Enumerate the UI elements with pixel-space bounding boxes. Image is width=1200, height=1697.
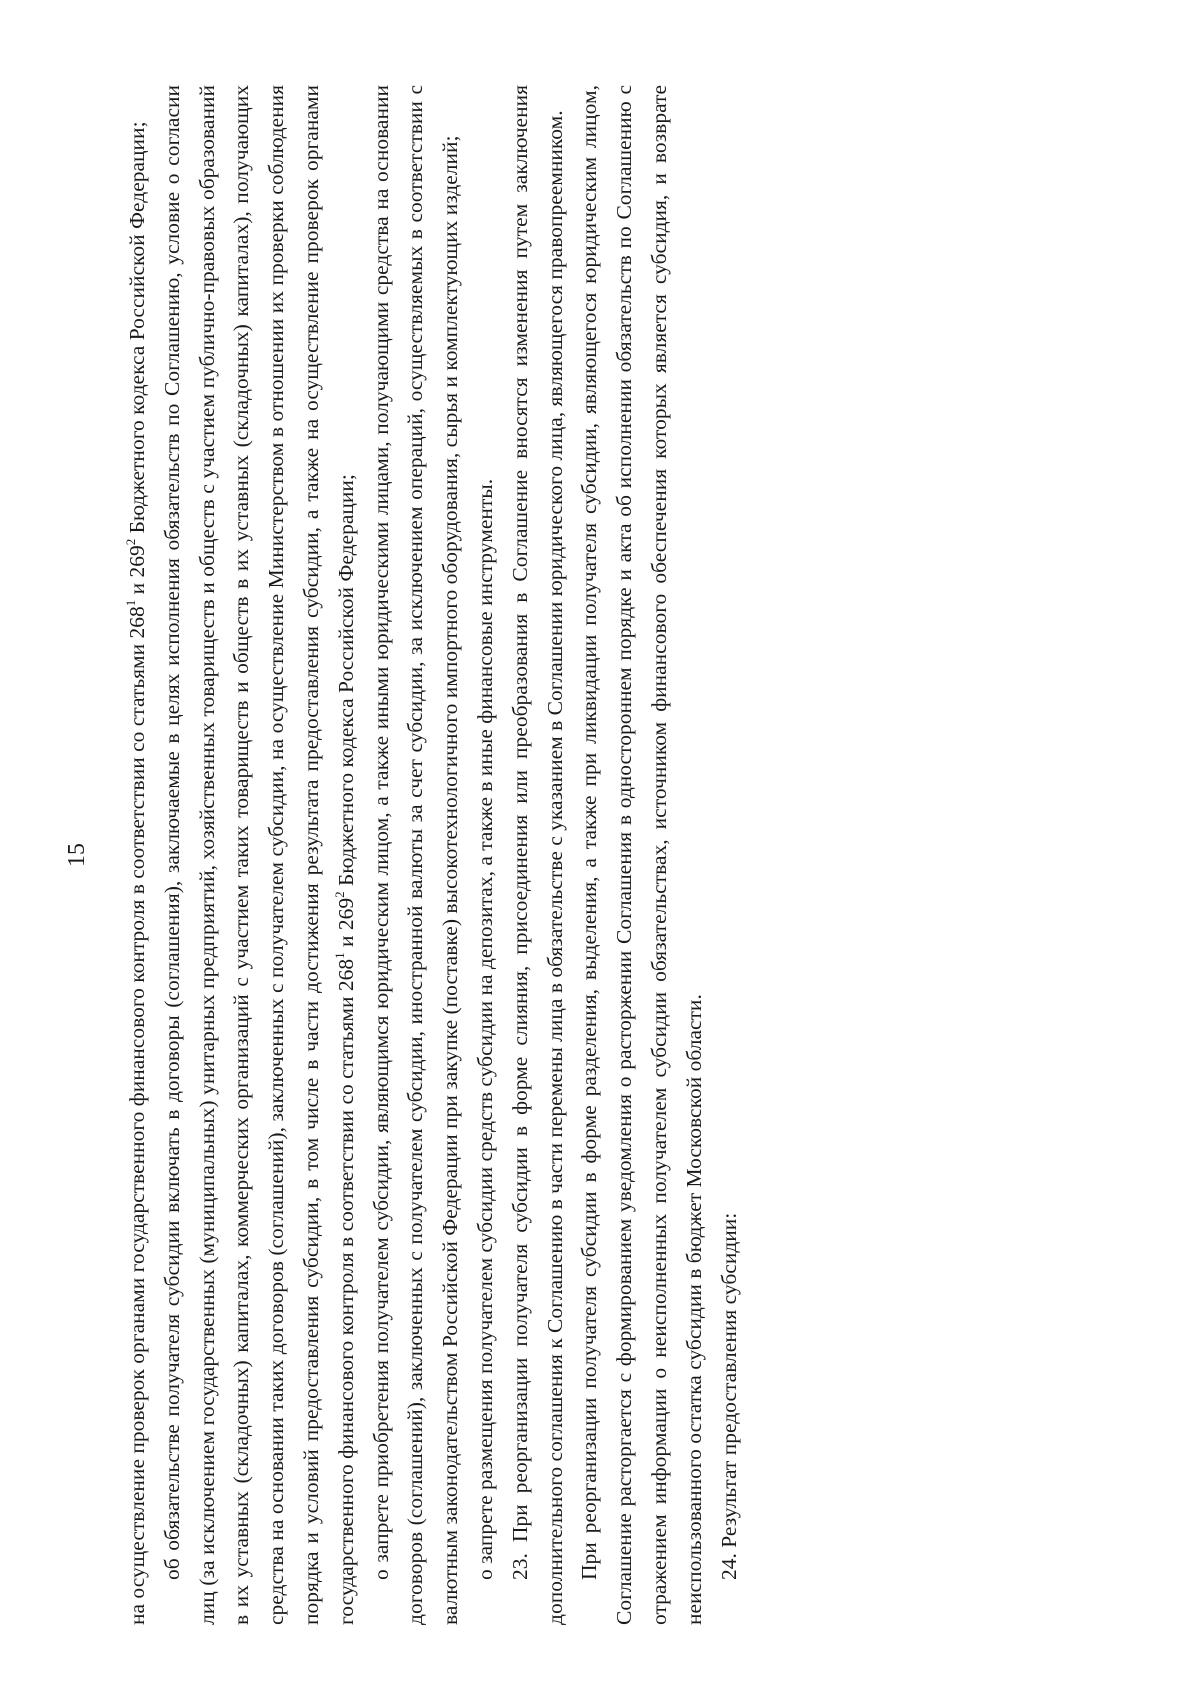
- paragraph: о запрете размещения получателем субсидии средств субсидии на депозитах, а также в иные финансовые инструменты.: [472, 478, 497, 1580]
- superscript: 1: [331, 952, 347, 959]
- superscript: 2: [331, 891, 347, 898]
- paragraph: об обязательстве получателя субсидии включать в договоры (соглашения), заключаемые в целях исполнения обязательств по Соглашению, условие о согласии лиц (за исключением государственных (муниципальных) унитарных предприятий, хозяйственных товариществ и обществ с участием публично-правовых образований в их уставных (складочных) капиталах, коммерческих организаций с участием таких товариществ и обществ в их уставных (складочных) капиталах), получающих средства на основании таких договоров (соглашений), заключенных с получателем субсидии, на осуществление Министерством в отношении их проверки соблюдения порядка и условий предоставления субсидии, в том числе в части достижения результата предоставления субсидии, а также на осуществление проверок органами государственного финансового контроля в соответствии со статьями $268^1$ и $269^2$ Бюджетного кодекса Российской Федерации;: [159, 85, 358, 1625]
- paragraph: При реорганизации получателя субсидии в форме разделения, выделения, а также при ликвидации получателя субсидии, являющегося юридическим лицом, Соглашение расторгается с формированием уведомления о расторжении Соглашения в одностороннем порядке и акта об исполнении обязательств по Соглашению с отражением информации о неисполненных получателем субсидии обязательствах, источником финансового обеспечения которых является субсидия, и возврате неиспользованного остатка субсидии в бюджет Московской области.: [577, 85, 706, 1625]
- body-text: [120, 85, 746, 1625]
- paragraph: на осуществление проверок органами государственного финансового контроля в соответствии со статьями $268^1$ и $269^2$ Бюджетного кодекса Российской Федерации;: [123, 121, 149, 1625]
- page-number: 15: [64, 843, 90, 867]
- paragraph: 24. Результат предоставления субсидии:: [716, 1212, 741, 1580]
- superscript: 2: [123, 538, 138, 546]
- superscript: 1: [123, 599, 138, 607]
- paragraph: 23. При реорганизации получателя субсидии в форме слияния, присоединения или преобразования в Соглашение вносятся изменения путем заключения дополнительного соглашения к Соглашению в части перемены лица в обязательстве с указанием в Соглашении юридического лица, являющегося правопреемником.: [507, 85, 567, 1625]
- rotated-page: [64, 85, 1130, 1625]
- paragraph: о запрете приобретения получателем субсидии, являющимся юридическим лицом, а также иными юридическими лицами, получающими средства на основании договоров (соглашений), заключенных с получателем субсидии, иностранной валюты за счет субсидии, за исключением операций, осуществляемых в соответствии с валютным законодательством Российской Федерации при закупке (поставке) высокотехнологичного импортного оборудования, сырья и комплектующих изделий;: [368, 85, 463, 1625]
